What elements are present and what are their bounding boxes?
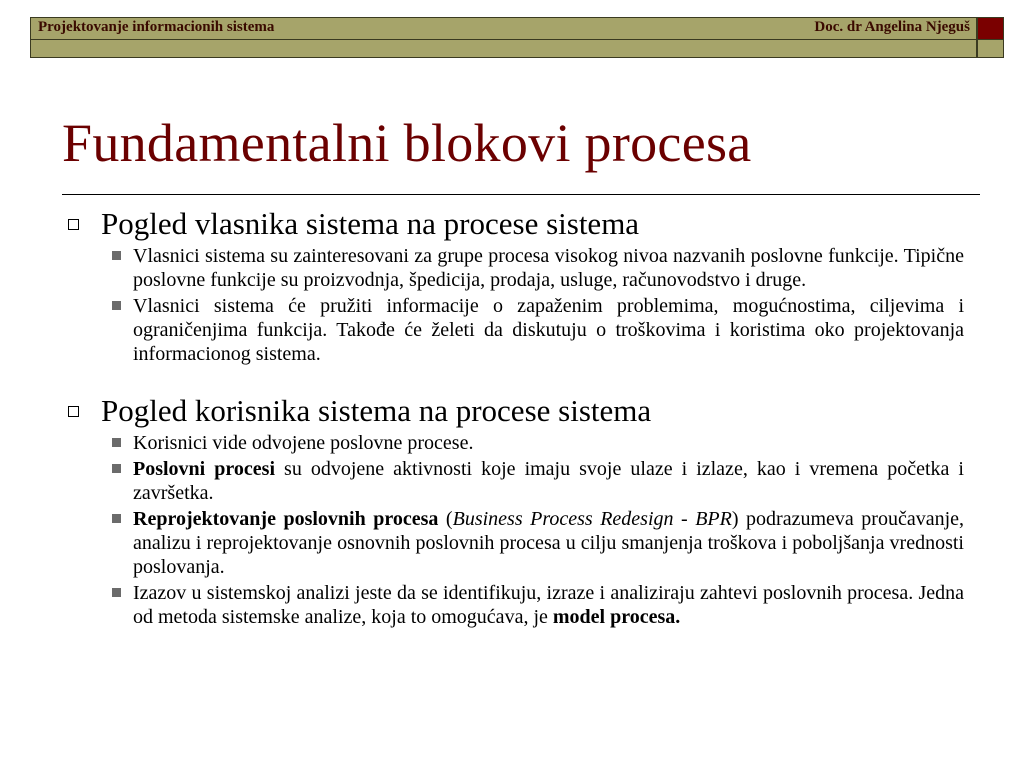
course-title: Projektovanje informacionih sistema — [38, 19, 275, 35]
slide-body — [64, 206, 964, 629]
square-bullet-icon — [112, 438, 121, 447]
list-item — [112, 431, 964, 455]
list-item — [112, 581, 964, 629]
square-bullet-icon — [112, 301, 121, 310]
section-heading-text: Pogled vlasnika sistema na procese sistema — [101, 206, 640, 241]
italic-term: Business Process Redesign - BPR — [452, 508, 732, 530]
section-heading-text: Pogled korisnika sistema na procese sistema — [101, 393, 652, 428]
hollow-square-bullet-icon — [68, 219, 79, 230]
square-bullet-icon — [112, 588, 121, 597]
square-bullet-icon — [112, 464, 121, 473]
hollow-square-bullet-icon — [68, 406, 79, 417]
bold-term: Reprojektovanje poslovnih procesa — [133, 508, 439, 530]
section-heading — [64, 206, 964, 242]
list-item — [112, 457, 964, 505]
list-item — [112, 244, 964, 292]
list-item — [112, 294, 964, 366]
slide-title: Fundamentalni blokovi procesa — [62, 113, 752, 173]
header-accent-square-top — [977, 17, 1004, 40]
title-divider — [62, 194, 980, 195]
square-bullet-icon — [112, 251, 121, 260]
author-name: Doc. dr Angelina Njeguš — [814, 19, 970, 35]
section-heading — [64, 393, 964, 429]
list-item-text: Poslovni procesi su odvojene aktivnosti koje imaju svoje ulaze i izlaze, kao i vremena početka i završetka. — [133, 458, 964, 504]
list-item-text: Izazov u sistemskoj analizi jeste da se identifikuju, izraze i analiziraju zahtevi poslovnih procesa. Jedna od metoda sistemske analize, koja to omogućava, je model procesa. — [133, 582, 964, 628]
header-lower-band — [30, 40, 977, 58]
list-item-text: Vlasnici sistema su zainteresovani za grupe procesa visokog nivoa nazvanih poslovne funkcije. Tipične poslovne funkcije su proizvodnja, špedicija, prodaja, usluge, računovodstvo i druge. — [133, 245, 964, 291]
list-item-text: Korisnici vide odvojene poslovne procese. — [133, 432, 474, 454]
header-accent-square-bottom — [977, 40, 1004, 58]
list-item — [112, 507, 964, 579]
bold-term: model procesa. — [552, 606, 681, 628]
bold-term: Poslovni procesi — [133, 458, 275, 480]
list-item-text: Reprojektovanje poslovnih procesa (Business Process Redesign - BPR) podrazumeva proučavanje, analizu i reprojektovanje osnovnih poslovnih procesa u cilju smanjenja troškova i poboljšanja vrednosti poslovanja. — [133, 508, 965, 578]
square-bullet-icon — [112, 514, 121, 523]
list-item-text: Vlasnici sistema će pružiti informacije o zapaženim problemima, mogućnostima, ciljevima i ograničenjima funkcija. Takođe će želeti da diskutuju o troškovima i koristima oko projektovanja informacionog sistema. — [133, 295, 964, 365]
